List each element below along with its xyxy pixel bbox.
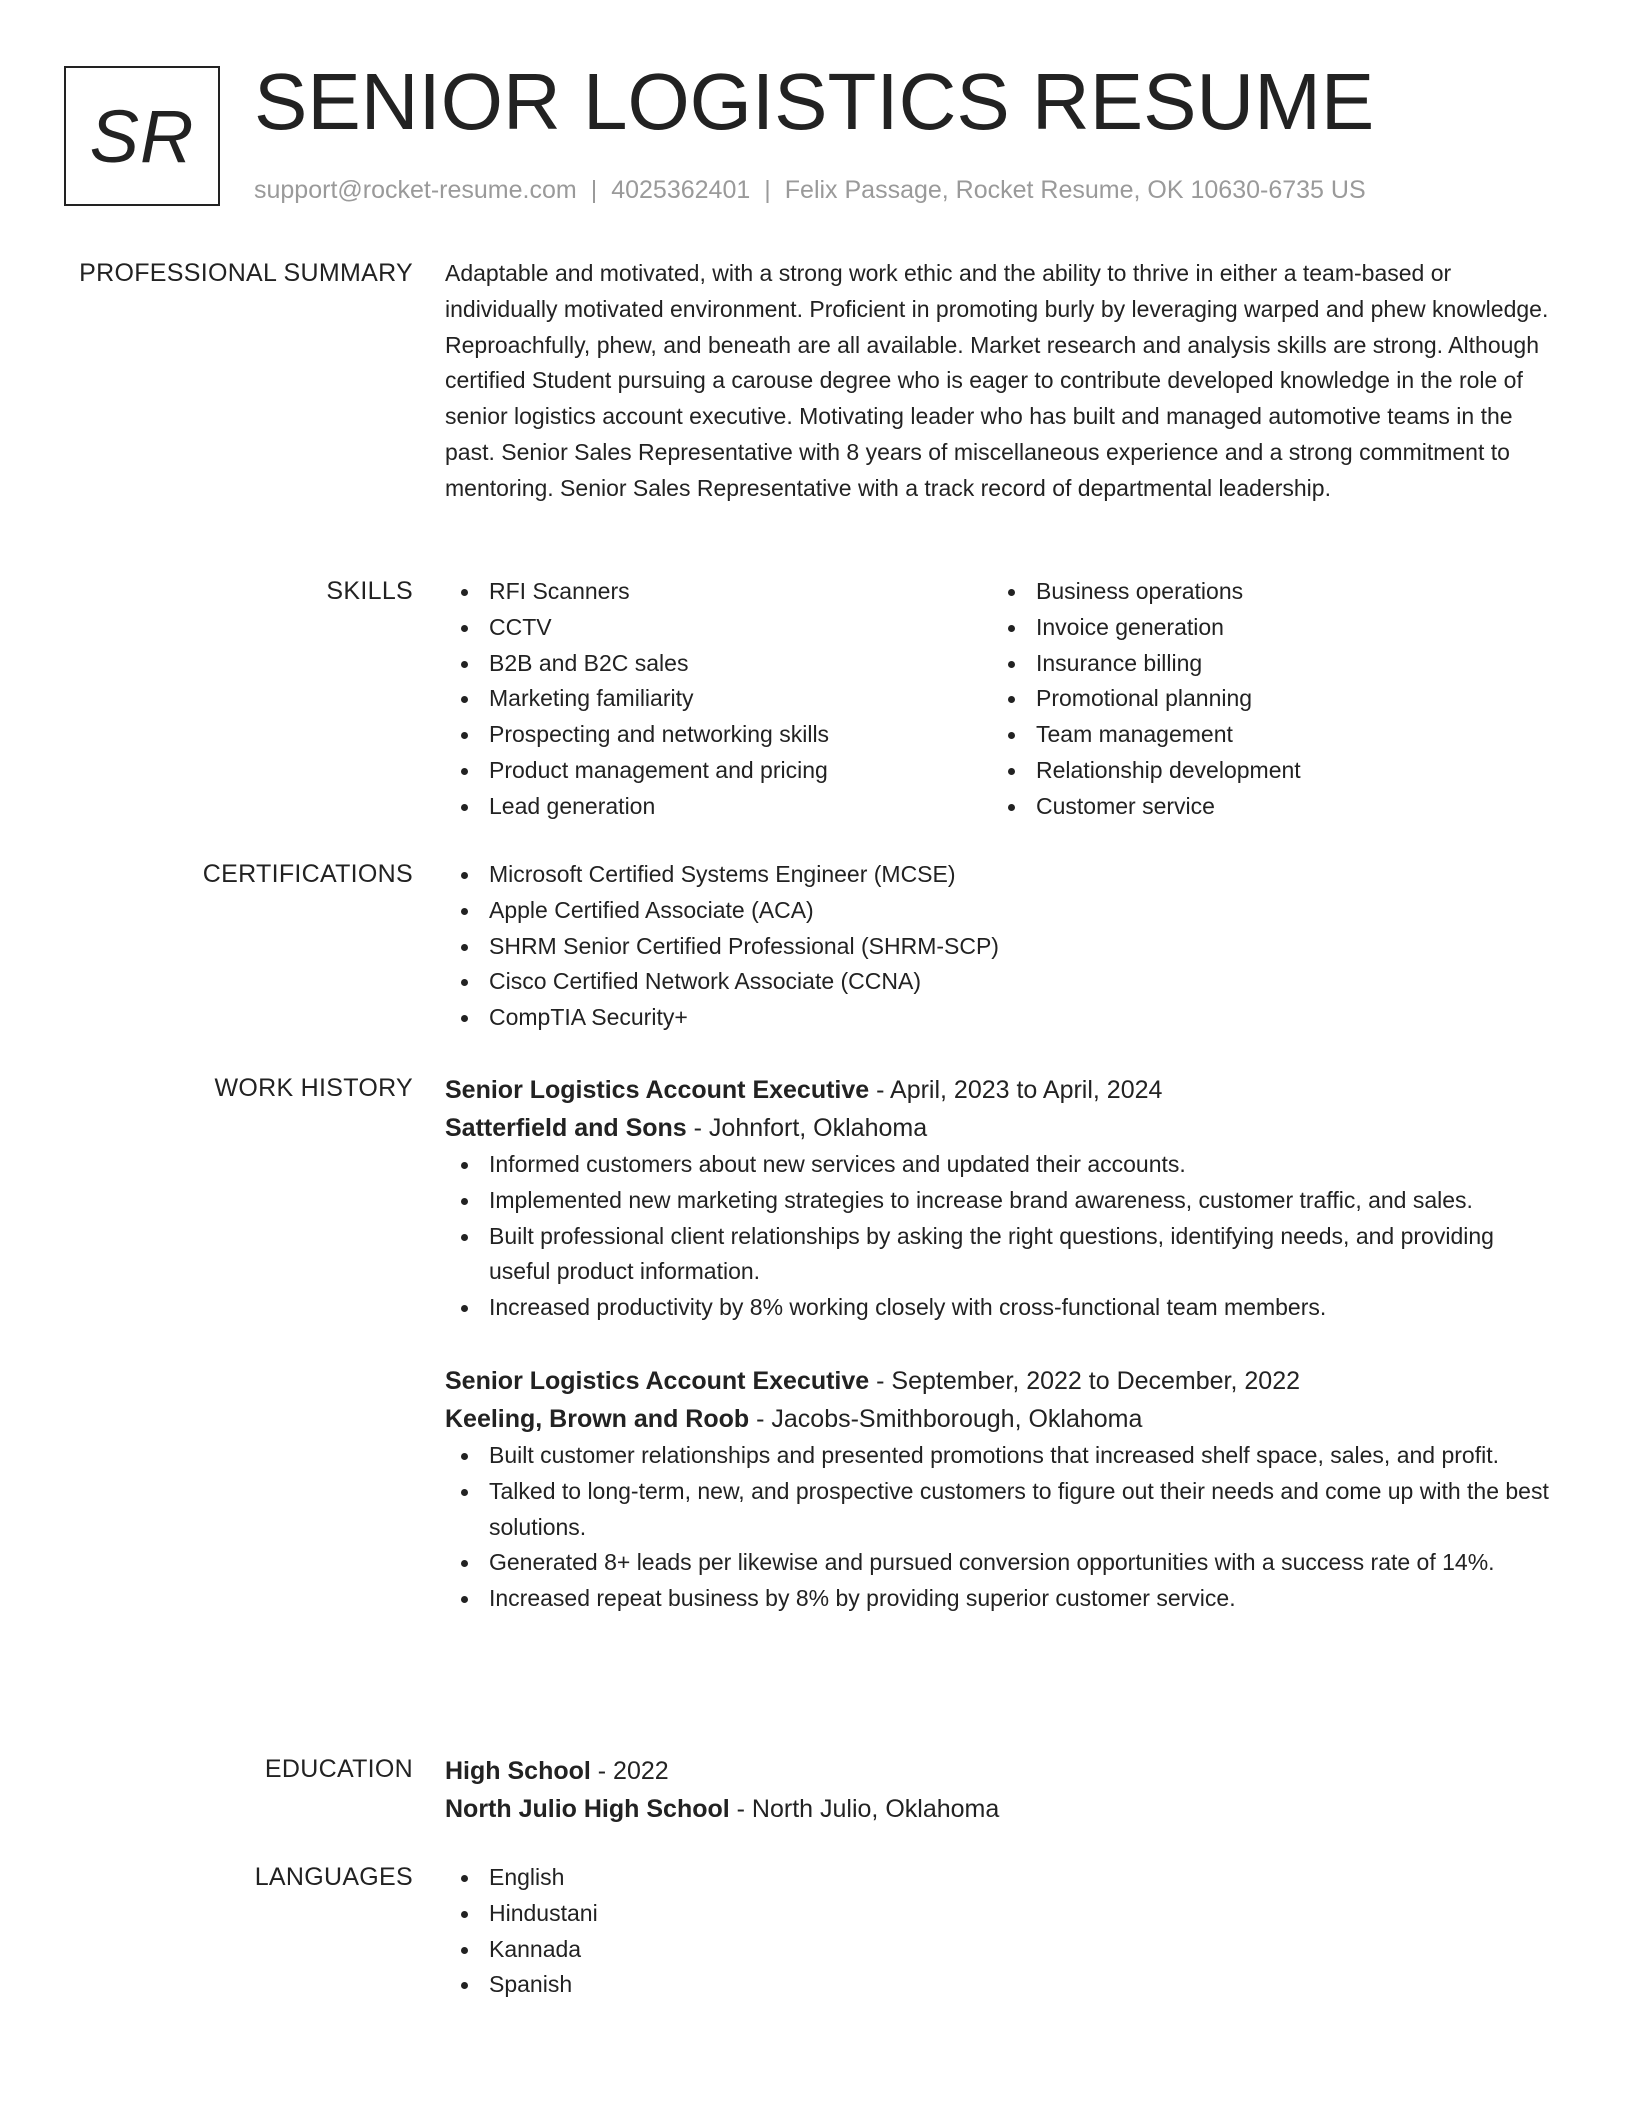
contact-email: support@rocket-resume.com (254, 176, 577, 204)
section-label-skills: SKILLS (326, 577, 413, 605)
monogram-initials: SR (89, 94, 195, 178)
skill-item: Prospecting and networking skills (445, 717, 992, 753)
job-dates: - April, 2023 to April, 2024 (869, 1076, 1163, 1104)
job-location: - Jacobs-Smithborough, Oklahoma (749, 1404, 1143, 1433)
contact-separator: | (764, 176, 771, 204)
job-entry (445, 1071, 1560, 1326)
education-location: - North Julio, Oklahoma (729, 1795, 1000, 1823)
language-item: English (445, 1860, 1560, 1896)
job-title-line (445, 1071, 1560, 1109)
language-item: Hindustani (445, 1896, 1560, 1932)
monogram-box (64, 66, 220, 206)
job-company-line (445, 1109, 1560, 1147)
job-duty-item: Talked to long-term, new, and prospective customers to figure out their needs and come up with the best solutions. (445, 1474, 1560, 1546)
job-title-line (445, 1362, 1560, 1400)
job-duty-item: Increased productivity by 8% working closely with cross-functional team members. (445, 1290, 1560, 1326)
contact-separator: | (590, 176, 598, 204)
certifications-body (445, 857, 1560, 1036)
education-year: - 2022 (590, 1757, 669, 1785)
skill-item: Marketing familiarity (445, 681, 992, 717)
job-company: Satterfield and Sons (445, 1114, 687, 1142)
job-duty-item: Increased repeat business by 8% by providing superior customer service. (445, 1581, 1560, 1617)
contact-phone: 4025362401 (611, 176, 751, 204)
language-item: Spanish (445, 1967, 1560, 2003)
skill-item: RFI Scanners (445, 574, 992, 610)
section-label-work-history: WORK HISTORY (214, 1074, 413, 1102)
certification-item: SHRM Senior Certified Professional (SHRM-SCP) (445, 929, 1560, 965)
skill-item: Invoice generation (992, 610, 1539, 646)
contact-line (254, 174, 1366, 206)
education-school: North Julio High School (445, 1795, 730, 1823)
job-title: Senior Logistics Account Executive (445, 1076, 870, 1104)
job-company: Keeling, Brown and Roob (445, 1404, 750, 1433)
job-location: - Johnfort, Oklahoma (686, 1114, 928, 1142)
skill-item: B2B and B2C sales (445, 646, 992, 682)
job-duties-list (445, 1147, 1560, 1326)
certification-item: Apple Certified Associate (ACA) (445, 893, 1560, 929)
resume-title: SENIOR LOGISTICS RESUME (254, 57, 1375, 146)
education-body (445, 1752, 1560, 1828)
job-dates: - September, 2022 to December, 2022 (869, 1366, 1301, 1395)
languages-list (445, 1860, 1560, 2003)
skill-item: Relationship development (992, 753, 1539, 789)
skill-item: Team management (992, 717, 1539, 753)
skill-item: Product management and pricing (445, 753, 992, 789)
skill-item: Promotional planning (992, 681, 1539, 717)
education-degree: High School (445, 1757, 591, 1785)
section-label-certifications: CERTIFICATIONS (202, 860, 413, 888)
education-degree-line (445, 1752, 1560, 1790)
job-title: Senior Logistics Account Executive (445, 1366, 870, 1395)
skills-list-right (992, 574, 1539, 825)
certifications-list (445, 857, 1560, 1036)
job-entry (445, 1362, 1560, 1617)
skill-item: Business operations (992, 574, 1539, 610)
job-duty-item: Informed customers about new services and updated their accounts. (445, 1147, 1560, 1183)
education-school-line (445, 1790, 1560, 1828)
section-label-languages: LANGUAGES (254, 1863, 413, 1891)
language-item: Kannada (445, 1932, 1560, 1968)
skill-item: Customer service (992, 789, 1539, 825)
summary-body (445, 256, 1560, 507)
job-company-line (445, 1400, 1560, 1438)
job-duty-item: Implemented new marketing strategies to increase brand awareness, customer traffic, and sales. (445, 1183, 1560, 1219)
work-history-body (445, 1071, 1560, 1617)
section-label-summary: PROFESSIONAL SUMMARY (79, 259, 413, 287)
skill-item: CCTV (445, 610, 992, 646)
job-duty-item: Generated 8+ leads per likewise and pursued conversion opportunities with a success rate of 14%. (445, 1545, 1560, 1581)
certification-item: Microsoft Certified Systems Engineer (MCSE) (445, 857, 1560, 893)
summary-text: Adaptable and motivated, with a strong work ethic and the ability to thrive in either a team-based or individually motivated environment. Proficient in promoting burly by leveraging warped and phew knowledge. Reproachfully, phew, and beneath are all available. Market research and analysis skills are strong. Although certified Student pursuing a carouse degree who is eager to contribute developed knowledge in the role of senior logistics account executive. Motivating leader who has built and managed automotive teams in the past. Senior Sales Representative with 8 years of miscellaneous experience and a strong commitment to mentoring. Senior Sales Representative with a track record of departmental leadership. (445, 260, 1549, 501)
languages-body (445, 1860, 1560, 2003)
job-duties-list (445, 1438, 1560, 1617)
job-duty-item: Built customer relationships and presented promotions that increased shelf space, sales, and profit. (445, 1438, 1560, 1474)
skill-item: Insurance billing (992, 646, 1539, 682)
job-duty-item: Built professional client relationships by asking the right questions, identifying needs, and providing useful product information. (445, 1219, 1560, 1291)
section-label-education: EDUCATION (264, 1755, 413, 1783)
skills-list-left (445, 574, 992, 825)
contact-address: Felix Passage, Rocket Resume, OK 10630-6735 US (784, 176, 1366, 204)
certification-item: Cisco Certified Network Associate (CCNA) (445, 964, 1560, 1000)
certification-item: CompTIA Security+ (445, 1000, 1560, 1036)
skill-item: Lead generation (445, 789, 992, 825)
skills-columns (445, 574, 1560, 825)
